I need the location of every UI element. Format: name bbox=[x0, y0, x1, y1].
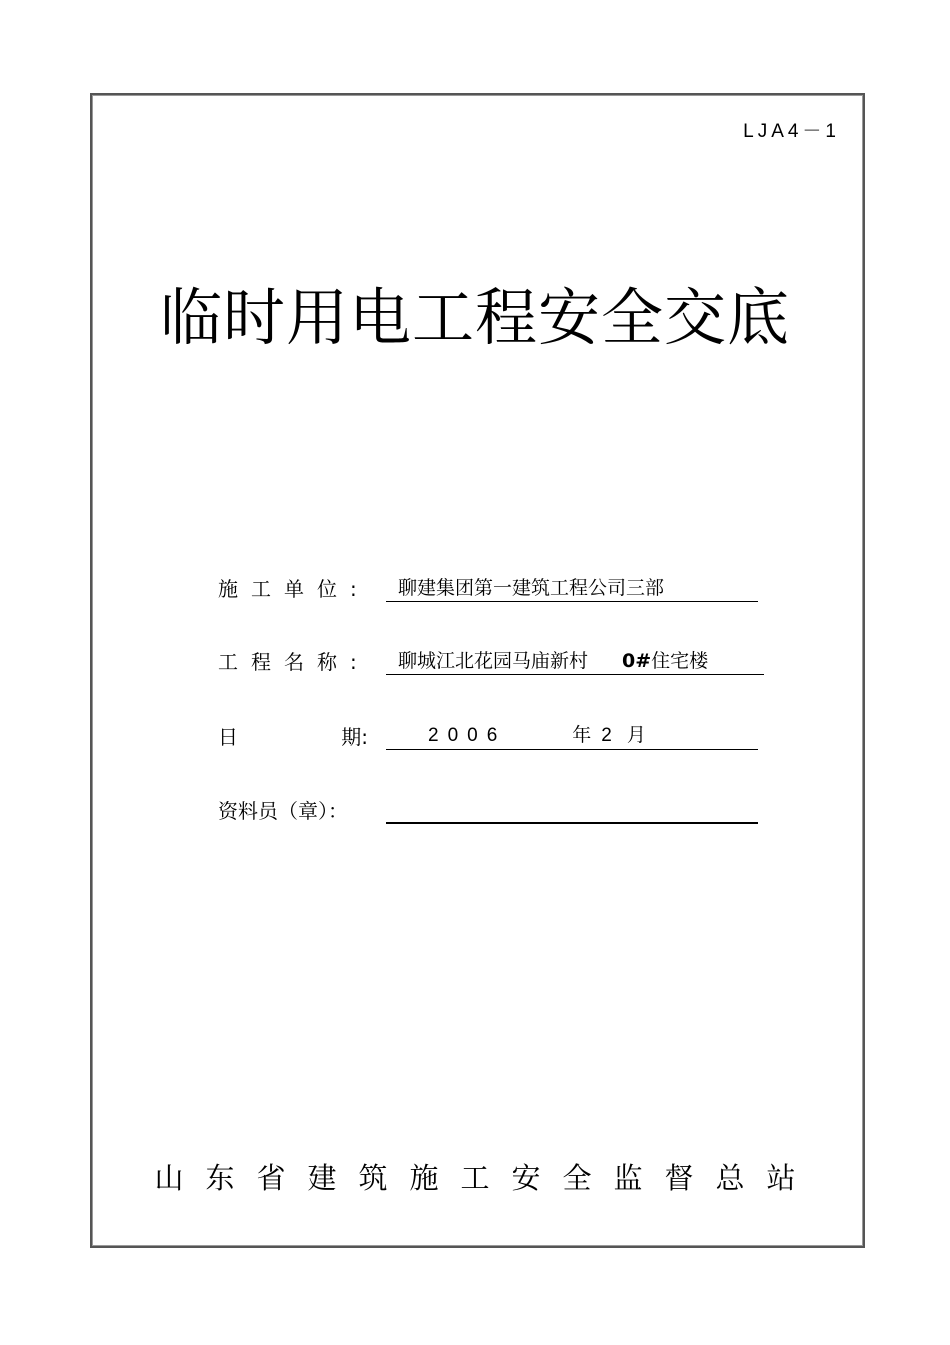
date-month: 2 bbox=[601, 724, 621, 746]
date-month-unit: 月 bbox=[626, 724, 646, 746]
project-name-row bbox=[218, 641, 764, 675]
document-title: 临时用电工程安全交底 bbox=[159, 281, 790, 354]
archivist-signature-line bbox=[386, 796, 758, 824]
date-label-start: 日 bbox=[218, 725, 238, 749]
date-value bbox=[386, 722, 758, 750]
construction-unit-label: 施工单位: bbox=[218, 577, 370, 601]
project-name-suffix: 住宅楼 bbox=[651, 650, 709, 672]
date-row bbox=[218, 716, 758, 750]
project-name-value bbox=[386, 647, 764, 675]
date-year: 2006 bbox=[428, 724, 507, 746]
archivist-label: 资料员（章）： bbox=[218, 799, 348, 823]
construction-unit-value: 聊建集团第一建筑工程公司三部 bbox=[386, 574, 758, 602]
archivist-row bbox=[218, 790, 758, 824]
construction-unit-row bbox=[218, 568, 758, 602]
date-year-unit: 年 bbox=[572, 724, 592, 746]
date-label-end: 期: bbox=[341, 725, 368, 749]
date-label bbox=[218, 721, 368, 750]
project-name-prefix: 聊城江北花园马庙新村 bbox=[398, 650, 589, 672]
project-name-building-no: 0# bbox=[622, 650, 652, 672]
form-code: LJA4－1 bbox=[743, 121, 840, 142]
issuing-authority: 山东省建筑施工安全监督总站 bbox=[154, 1161, 818, 1195]
project-name-label: 工程名称: bbox=[218, 650, 370, 674]
